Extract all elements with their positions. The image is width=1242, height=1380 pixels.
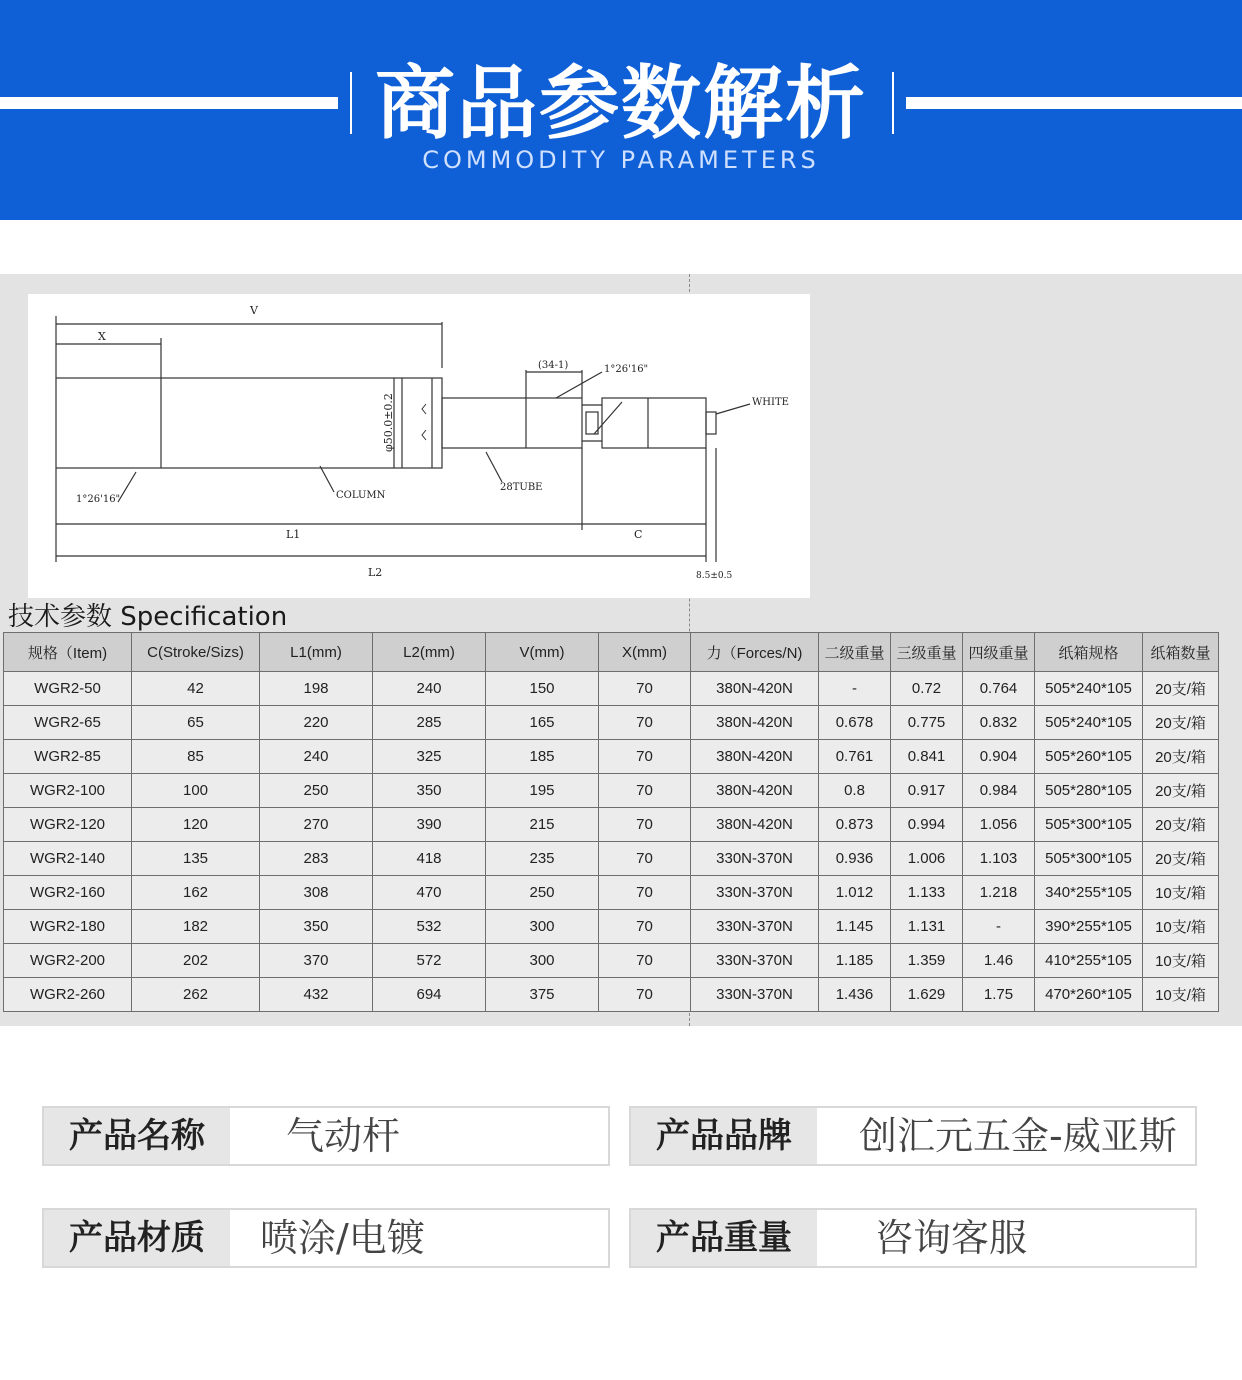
cell-weight2: 0.873 [819, 808, 891, 842]
cell-stroke: 65 [132, 706, 260, 740]
cell-weight2: 1.145 [819, 910, 891, 944]
cell-carton-qty: 10支/箱 [1143, 978, 1219, 1012]
column-label: COLUMN [336, 490, 386, 501]
cell-weight3: 1.006 [891, 842, 963, 876]
table-row [4, 978, 1219, 1012]
cell-weight3: 0.72 [891, 672, 963, 706]
table-row [4, 672, 1219, 706]
col-header-x: X(mm) [599, 633, 691, 672]
cell-l2: 694 [373, 978, 486, 1012]
cell-carton-size: 505*240*105 [1035, 672, 1143, 706]
dim-x-label: X [98, 330, 106, 343]
cell-carton-qty: 10支/箱 [1143, 910, 1219, 944]
cell-l1: 432 [260, 978, 373, 1012]
cell-carton-size: 340*255*105 [1035, 876, 1143, 910]
cell-stroke: 182 [132, 910, 260, 944]
col-header-carton-size: 纸箱规格 [1035, 633, 1143, 672]
col-header-l1: L1(mm) [260, 633, 373, 672]
cell-x: 70 [599, 910, 691, 944]
cell-weight4: 0.832 [963, 706, 1035, 740]
cell-force: 380N-420N [691, 808, 819, 842]
table-row [4, 740, 1219, 774]
cell-l1: 270 [260, 808, 373, 842]
cell-stroke: 85 [132, 740, 260, 774]
cell-weight2: - [819, 672, 891, 706]
cell-stroke: 42 [132, 672, 260, 706]
cell-weight2: 1.012 [819, 876, 891, 910]
cell-x: 70 [599, 876, 691, 910]
product-brand-label: 产品品牌 [631, 1108, 817, 1164]
cell-l2: 470 [373, 876, 486, 910]
cell-item: WGR2-140 [4, 842, 132, 876]
cell-v: 195 [486, 774, 599, 808]
cell-x: 70 [599, 978, 691, 1012]
cell-item: WGR2-65 [4, 706, 132, 740]
cell-x: 70 [599, 808, 691, 842]
col-header-item: 规格（Item) [4, 633, 132, 672]
cell-weight4: 1.218 [963, 876, 1035, 910]
tube-label: 28TUBE [500, 482, 543, 493]
gas-spring-drawing-svg [28, 294, 810, 598]
cell-item: WGR2-120 [4, 808, 132, 842]
spec-table-body [4, 672, 1219, 1012]
cell-l2: 285 [373, 706, 486, 740]
cell-carton-size: 505*300*105 [1035, 808, 1143, 842]
banner-right-tick [892, 72, 894, 134]
product-material-label: 产品材质 [44, 1210, 230, 1266]
cell-l2: 572 [373, 944, 486, 978]
cell-weight2: 0.8 [819, 774, 891, 808]
cell-l1: 198 [260, 672, 373, 706]
banner-left-rule [0, 97, 338, 109]
table-row [4, 774, 1219, 808]
angle-bottom-label: 1°26'16" [76, 494, 121, 505]
col-header-weight4: 四级重量 [963, 633, 1035, 672]
cell-v: 150 [486, 672, 599, 706]
spec-header-row [4, 633, 1219, 672]
spec-section [0, 274, 1242, 1026]
cell-carton-qty: 10支/箱 [1143, 876, 1219, 910]
cell-l1: 370 [260, 944, 373, 978]
angle-top-label: 1°26'16" [604, 364, 649, 375]
cell-carton-qty: 20支/箱 [1143, 672, 1219, 706]
cell-stroke: 120 [132, 808, 260, 842]
table-row [4, 706, 1219, 740]
cell-stroke: 162 [132, 876, 260, 910]
spec-table [3, 632, 1219, 1012]
banner-right-rule [906, 97, 1242, 109]
cell-l1: 283 [260, 842, 373, 876]
white-label: WHITE [752, 397, 789, 408]
table-row [4, 910, 1219, 944]
col-header-carton-qty: 纸箱数量 [1143, 633, 1219, 672]
cell-weight2: 1.436 [819, 978, 891, 1012]
cell-force: 330N-370N [691, 842, 819, 876]
cell-item: WGR2-260 [4, 978, 132, 1012]
cell-l2: 390 [373, 808, 486, 842]
cell-item: WGR2-160 [4, 876, 132, 910]
cell-weight3: 1.133 [891, 876, 963, 910]
cell-force: 380N-420N [691, 774, 819, 808]
cell-weight2: 0.678 [819, 706, 891, 740]
product-material-value: 喷涂/电镀 [260, 1216, 425, 1260]
cell-l2: 350 [373, 774, 486, 808]
spec-heading: 技术参数 Specification [8, 602, 288, 632]
cell-x: 70 [599, 944, 691, 978]
table-row [4, 944, 1219, 978]
table-row [4, 876, 1219, 910]
table-row [4, 842, 1219, 876]
cell-force: 380N-420N [691, 706, 819, 740]
col-header-weight3: 三级重量 [891, 633, 963, 672]
cell-weight3: 1.359 [891, 944, 963, 978]
cell-carton-qty: 20支/箱 [1143, 842, 1219, 876]
banner-title: 商品参数解析 [375, 57, 867, 150]
cell-weight4: 0.904 [963, 740, 1035, 774]
cell-force: 330N-370N [691, 944, 819, 978]
cell-weight3: 0.917 [891, 774, 963, 808]
cell-stroke: 262 [132, 978, 260, 1012]
cell-weight2: 0.761 [819, 740, 891, 774]
tolerance-label: 8.5±0.5 [696, 571, 733, 581]
cell-item: WGR2-100 [4, 774, 132, 808]
cell-weight3: 0.775 [891, 706, 963, 740]
cell-weight4: 1.103 [963, 842, 1035, 876]
cell-force: 380N-420N [691, 740, 819, 774]
cell-weight4: 1.46 [963, 944, 1035, 978]
cell-l2: 532 [373, 910, 486, 944]
cell-l2: 325 [373, 740, 486, 774]
dim-c-label: C [634, 528, 643, 541]
cell-v: 250 [486, 876, 599, 910]
cell-carton-qty: 20支/箱 [1143, 706, 1219, 740]
cell-carton-size: 505*260*105 [1035, 740, 1143, 774]
cell-l1: 250 [260, 774, 373, 808]
cell-carton-qty: 20支/箱 [1143, 774, 1219, 808]
col-header-force: 力（Forces/N) [691, 633, 819, 672]
cell-weight4: 1.75 [963, 978, 1035, 1012]
cell-v: 375 [486, 978, 599, 1012]
cell-v: 215 [486, 808, 599, 842]
product-material-card [42, 1208, 610, 1268]
cell-l1: 240 [260, 740, 373, 774]
cell-force: 380N-420N [691, 672, 819, 706]
cell-weight4: - [963, 910, 1035, 944]
col-header-stroke: C(Stroke/Sizs) [132, 633, 260, 672]
cell-item: WGR2-50 [4, 672, 132, 706]
cell-carton-size: 410*255*105 [1035, 944, 1143, 978]
dim-v-label: V [250, 304, 258, 317]
cell-stroke: 135 [132, 842, 260, 876]
cell-v: 165 [486, 706, 599, 740]
col-header-weight2: 二级重量 [819, 633, 891, 672]
diameter-label: φ50.0±0.2 [382, 393, 395, 452]
cell-carton-qty: 20支/箱 [1143, 808, 1219, 842]
product-name-card [42, 1106, 610, 1166]
cell-weight2: 0.936 [819, 842, 891, 876]
dim-l1-label: L1 [286, 528, 301, 541]
dim-34-label: (34-1) [538, 360, 569, 371]
cell-item: WGR2-200 [4, 944, 132, 978]
table-row [4, 808, 1219, 842]
cell-force: 330N-370N [691, 876, 819, 910]
cell-v: 300 [486, 944, 599, 978]
cell-stroke: 202 [132, 944, 260, 978]
cell-v: 185 [486, 740, 599, 774]
cell-x: 70 [599, 706, 691, 740]
cell-l2: 418 [373, 842, 486, 876]
cell-weight3: 1.131 [891, 910, 963, 944]
cell-weight3: 0.994 [891, 808, 963, 842]
cell-force: 330N-370N [691, 978, 819, 1012]
cell-carton-qty: 20支/箱 [1143, 740, 1219, 774]
cell-carton-size: 390*255*105 [1035, 910, 1143, 944]
cell-carton-size: 470*260*105 [1035, 978, 1143, 1012]
product-weight-card [629, 1208, 1197, 1268]
cell-weight3: 0.841 [891, 740, 963, 774]
technical-drawing [28, 294, 810, 598]
product-weight-value: 咨询客服 [875, 1216, 1028, 1260]
dim-l2-label: L2 [368, 566, 383, 579]
product-name-label: 产品名称 [44, 1108, 230, 1164]
cell-x: 70 [599, 740, 691, 774]
product-name-value: 气动杆 [286, 1114, 401, 1158]
cell-item: WGR2-85 [4, 740, 132, 774]
cell-l2: 240 [373, 672, 486, 706]
product-weight-label: 产品重量 [631, 1210, 817, 1266]
cell-x: 70 [599, 842, 691, 876]
banner-subtitle: COMMODITY PARAMETERS [422, 146, 820, 174]
cell-weight4: 0.764 [963, 672, 1035, 706]
cell-v: 300 [486, 910, 599, 944]
cell-stroke: 100 [132, 774, 260, 808]
cell-carton-size: 505*240*105 [1035, 706, 1143, 740]
cell-carton-size: 505*300*105 [1035, 842, 1143, 876]
product-brand-value: 创汇元五金-威亚斯 [859, 1114, 1177, 1158]
cell-v: 235 [486, 842, 599, 876]
cell-carton-qty: 10支/箱 [1143, 944, 1219, 978]
banner-left-tick [350, 72, 352, 134]
cell-force: 330N-370N [691, 910, 819, 944]
col-header-l2: L2(mm) [373, 633, 486, 672]
cell-l1: 308 [260, 876, 373, 910]
cell-l1: 220 [260, 706, 373, 740]
col-header-v: V(mm) [486, 633, 599, 672]
cell-weight3: 1.629 [891, 978, 963, 1012]
product-brand-card [629, 1106, 1197, 1166]
header-banner [0, 0, 1242, 220]
cell-item: WGR2-180 [4, 910, 132, 944]
cell-weight2: 1.185 [819, 944, 891, 978]
cell-weight4: 0.984 [963, 774, 1035, 808]
cell-weight4: 1.056 [963, 808, 1035, 842]
cell-carton-size: 505*280*105 [1035, 774, 1143, 808]
cell-l1: 350 [260, 910, 373, 944]
cell-x: 70 [599, 672, 691, 706]
cell-x: 70 [599, 774, 691, 808]
